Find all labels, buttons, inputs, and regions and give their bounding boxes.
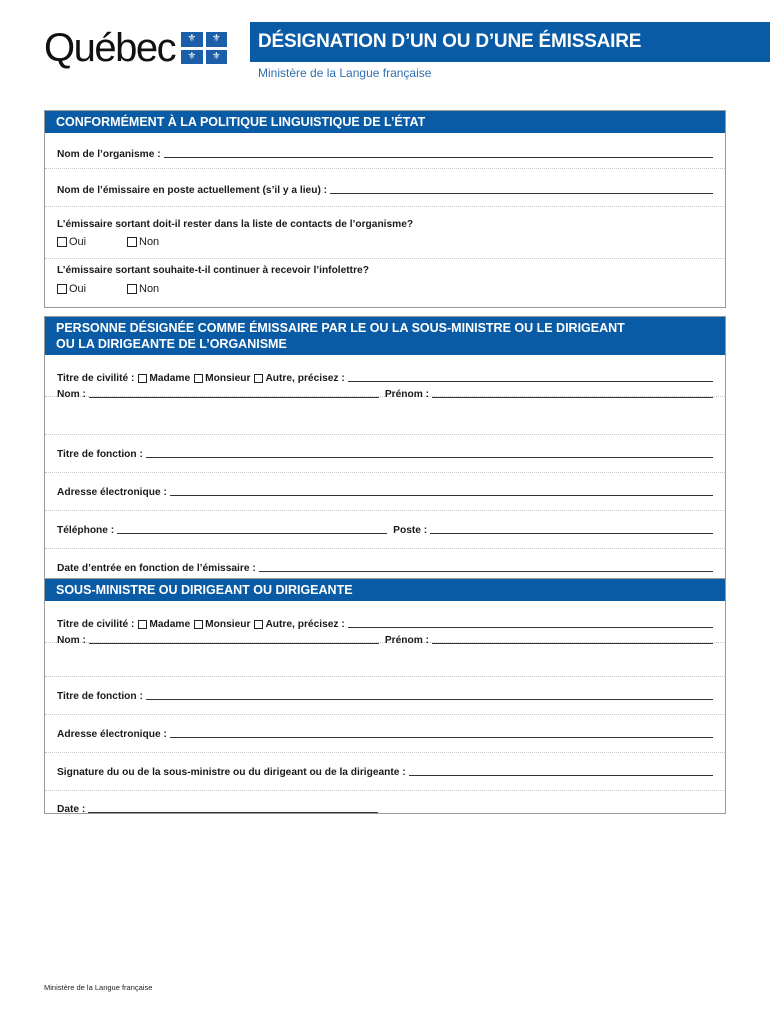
oui-label: Oui — [69, 283, 87, 295]
non-label: Non — [139, 283, 160, 295]
section-personne-designee — [44, 316, 726, 586]
fleurdelise-flag-icon: ⚜ ⚜ ⚜ ⚜ — [181, 32, 227, 64]
form-title: DÉSIGNATION D’UN OU D’UNE ÉMISSAIRE — [250, 22, 770, 62]
monsieur-checkbox[interactable] — [194, 620, 203, 629]
row-dm-function — [45, 677, 725, 715]
date-entry-label: Date d’entrée en fonction de l’émissaire : — [57, 563, 256, 574]
checkbox-icon[interactable] — [127, 284, 137, 294]
civility-label: Titre de civilité : — [57, 373, 135, 384]
section-sous-ministre — [44, 578, 726, 814]
section-heading-line2: OU LA DIRIGEANTE DE L’ORGANISME — [56, 337, 287, 351]
row-org-name — [45, 133, 725, 169]
newsletter-non-option[interactable] — [127, 283, 159, 295]
logo-wordmark: Québec — [44, 26, 176, 70]
section-heading-line1: PERSONNE DÉSIGNÉE COMME ÉMISSAIRE PAR LE OU LA SOUS-MINISTRE OU LE DIRIGEANT — [56, 321, 625, 335]
checkbox-icon[interactable] — [57, 284, 67, 294]
madame-label: Madame — [149, 619, 191, 630]
autre-field[interactable] — [348, 373, 713, 382]
date-label: Date : — [57, 804, 86, 815]
poste-field[interactable] — [430, 525, 713, 534]
signature-field[interactable] — [409, 767, 713, 776]
fonction-field[interactable] — [146, 691, 713, 700]
oui-label: Oui — [69, 236, 87, 248]
row-dm-date — [45, 791, 725, 819]
fonction-label: Titre de fonction : — [57, 691, 143, 702]
checkbox-icon[interactable] — [57, 237, 67, 247]
stay-non-option[interactable] — [127, 236, 159, 248]
monsieur-label: Monsieur — [205, 373, 251, 384]
section-heading — [45, 317, 725, 355]
row-dm-civility — [45, 601, 725, 646]
row-emissary-civility — [45, 355, 725, 400]
row-emissary-function — [45, 435, 725, 473]
newsletter-oui-option[interactable] — [57, 283, 86, 295]
row-stay-question — [45, 207, 725, 259]
section-heading: SOUS-MINISTRE OU DIRIGEANT OU DIRIGEANTE — [45, 579, 725, 601]
fonction-field[interactable] — [146, 449, 713, 458]
current-emissary-label: Nom de l’émissaire en poste actuellement (s’il y a lieu) : — [57, 185, 328, 196]
madame-label: Madame — [149, 373, 191, 384]
autre-field[interactable] — [348, 619, 713, 628]
monsieur-label: Monsieur — [205, 619, 251, 630]
civility-label: Titre de civilité : — [57, 619, 135, 630]
row-emissary-phone — [45, 511, 725, 549]
autre-checkbox[interactable] — [254, 620, 263, 629]
org-name-label: Nom de l’organisme : — [57, 149, 161, 160]
non-label: Non — [139, 236, 160, 248]
org-name-field[interactable] — [164, 149, 713, 158]
autre-label: Autre, précisez : — [265, 373, 345, 384]
nom-label: Nom : — [57, 635, 86, 646]
email-field[interactable] — [170, 487, 713, 496]
stay-question-label: L’émissaire sortant doit-il rester dans la liste de contacts de l’organisme? — [57, 219, 414, 230]
fonction-label: Titre de fonction : — [57, 449, 143, 460]
row-emissary-email — [45, 473, 725, 511]
date-field[interactable] — [88, 804, 378, 813]
newsletter-question-label: L’émissaire sortant souhaite-t-il continuer à recevoir l’infolettre? — [57, 265, 369, 276]
footer-ministry: Ministère de la Langue française — [44, 983, 153, 992]
date-entry-field[interactable] — [259, 563, 713, 572]
row-newsletter-question — [45, 259, 725, 307]
current-emissary-field[interactable] — [330, 185, 713, 194]
stay-oui-option[interactable] — [57, 236, 86, 248]
phone-label: Téléphone : — [57, 525, 115, 536]
poste-label: Poste : — [393, 525, 428, 536]
email-label: Adresse électronique : — [57, 487, 167, 498]
prenom-label: Prénom : — [384, 635, 430, 646]
madame-checkbox[interactable] — [138, 374, 147, 383]
row-spacer — [45, 643, 725, 677]
row-dm-email — [45, 715, 725, 753]
row-dm-signature — [45, 753, 725, 791]
autre-checkbox[interactable] — [254, 374, 263, 383]
ministry-name: Ministère de la Langue française — [258, 66, 432, 80]
row-current-emissary — [45, 169, 725, 207]
autre-label: Autre, précisez : — [265, 619, 345, 630]
checkbox-icon[interactable] — [127, 237, 137, 247]
email-field[interactable] — [170, 729, 713, 738]
page-header — [0, 0, 770, 88]
quebec-logo — [44, 24, 227, 72]
nom-label: Nom : — [57, 389, 86, 400]
section-heading: CONFORMÉMENT À LA POLITIQUE LINGUISTIQUE DE L’ÉTAT — [45, 111, 725, 133]
section-politique-linguistique — [44, 110, 726, 308]
email-label: Adresse électronique : — [57, 729, 167, 740]
phone-field[interactable] — [117, 525, 387, 534]
prenom-label: Prénom : — [384, 389, 430, 400]
row-spacer — [45, 397, 725, 435]
monsieur-checkbox[interactable] — [194, 374, 203, 383]
signature-label: Signature du ou de la sous-ministre ou du dirigeant ou de la dirigeante : — [57, 767, 406, 778]
madame-checkbox[interactable] — [138, 620, 147, 629]
